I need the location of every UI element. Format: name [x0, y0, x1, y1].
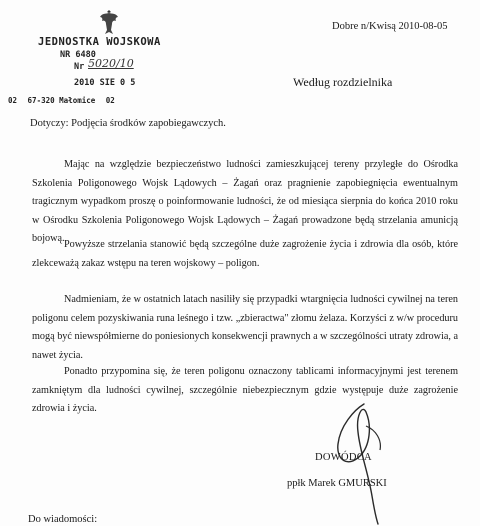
stamp-reference-prefix: Nr: [74, 62, 85, 72]
eagle-emblem-icon: [98, 8, 120, 36]
body-paragraph: Ponadto przypomina się, że teren poligonu oznaczony tablicami informacyjnymi jest terenem zamkniętym dla ludności cywilnej, szczególnie niebezpiecznym gdzie występuje duże zagrożenie zdrowia i życia.: [32, 366, 458, 414]
registry-stamp: [8, 36, 188, 105]
stamp-postal-city: 67-320 Małomice: [27, 96, 96, 105]
body-paragraph: Mając na względzie bezpieczeństwo ludności zamieszkującej tereny przyległe do Ośrodka Szkolenia Poligonowego Wojsk Lądowych – Żagań oraz pragnienie zapobiegnięcia ewentualnym tragicznym wypadkom proszę o poinformowanie ludności, że od miesiąca sierpnia do końca 2010 roku w Ośrodku Szkolenia Poligonowego Wojsk Lądowych – Żagań prowadzone będą strzelania amunicją bojową.: [32, 159, 458, 244]
stamp-received-date: 2010 SIE 0 5: [74, 78, 136, 88]
subject-line: Dotyczy: Podjęcia środków zapobiegawczych.: [30, 118, 226, 129]
body-paragraph: Powyższe strzelania stanowić będą szczególne duże zagrożenie życia i zdrowia dla osób, które zlekceważą zakaz wstępu na teren wojskowy – poligon.: [32, 239, 458, 269]
signatory-role: DOWÓDCA: [315, 452, 372, 463]
stamp-unit-name: JEDNOSTKA WOJSKOWA: [38, 36, 161, 48]
stamp-postal-line: [8, 96, 158, 105]
stamp-postal-right: 02: [105, 96, 115, 105]
place-and-date: Dobre n/Kwisą 2010-08-05: [332, 21, 448, 32]
stamp-reference-handwritten: 5020/10: [88, 57, 134, 70]
recipient-line: Według rozdzielnika: [293, 75, 393, 89]
cc-label: Do wiadomości:: [28, 514, 98, 525]
stamp-postal-left: 02: [8, 96, 18, 105]
stamp-unit-number: NR 6480: [60, 50, 96, 60]
body-paragraph: Nadmieniam, że w ostatnich latach nasiliły się przypadki wtargnięcia ludności cywilnej na teren poligonu celem pozyskiwania runa leśnego i tzw. „zbieractwa" złomu żelaza. Korzyści z w/w proceduru mogą być niewspółmierne do poniesionych konsekwencji prawnych a w szczególności utraty zdrowia, a nawet życia.: [32, 294, 458, 361]
signatory-name: ppłk Marek GMURSKI: [287, 478, 387, 489]
